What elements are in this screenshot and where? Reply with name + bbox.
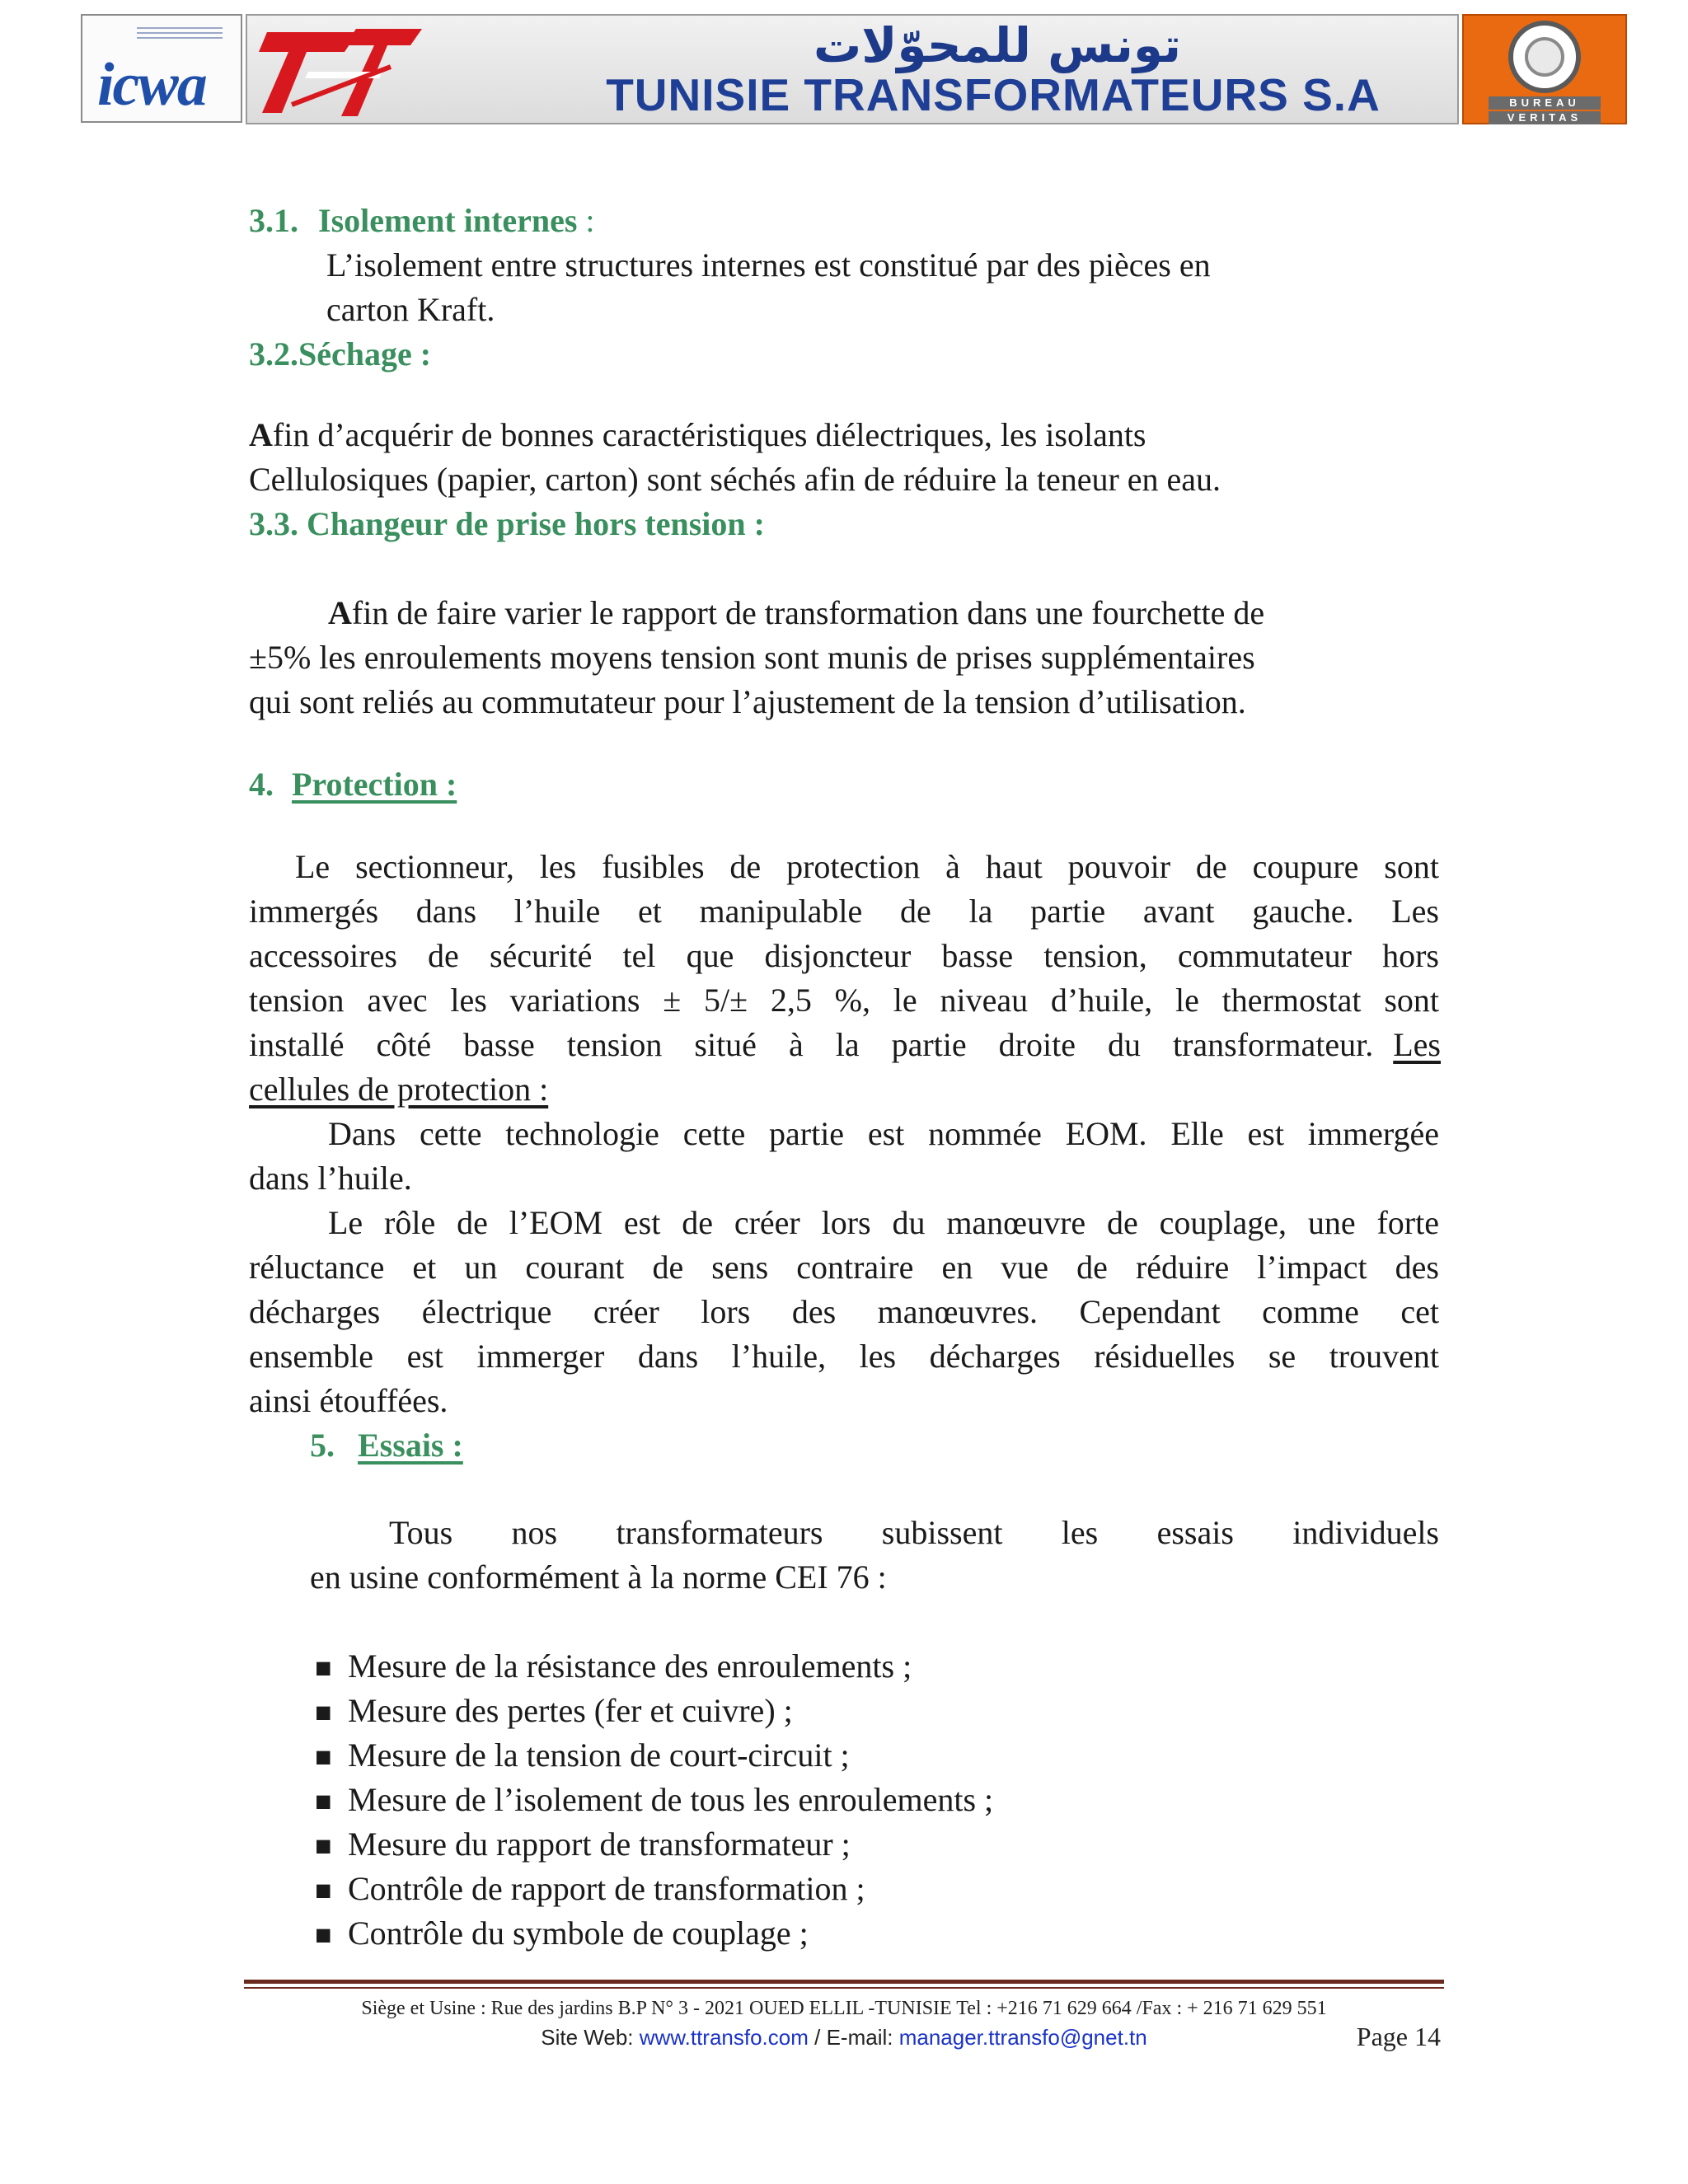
bureau-veritas-bar-bottom: VERITAS	[1489, 111, 1601, 124]
footer-contact	[244, 2023, 1444, 2051]
bullet-square-icon: ■	[315, 1920, 332, 1951]
paragraph-line	[328, 591, 1264, 635]
arabic-company-name: تونس للمحوّلات	[813, 17, 1182, 73]
list-item	[315, 1644, 912, 1691]
website-link[interactable]: www.ttransfo.com	[639, 2025, 809, 2050]
heading-5-number: 5.	[310, 1427, 335, 1464]
paragraph-line	[249, 413, 1146, 457]
list-item	[315, 1689, 793, 1736]
list-item	[315, 1733, 850, 1780]
icwa-logo	[81, 14, 242, 123]
list-item	[315, 1778, 993, 1825]
list-item-text: Contrôle du symbole de couplage ;	[348, 1915, 809, 1952]
list-item-text: Contrôle de rapport de transformation ;	[348, 1870, 865, 1907]
paragraph-line: Le rôle de l’EOM est de créer lors du manœuvre de couplage, une forte	[328, 1204, 1439, 1241]
paragraph-line: Le sectionneur, les fusibles de protection à haut pouvoir de coupure sont	[295, 848, 1439, 885]
paragraph-line	[249, 1023, 1441, 1067]
paragraph-text: fin d’acquérir de bonnes caractéristiques diélectriques, les isolants	[272, 416, 1146, 453]
page-number: Page 14	[1356, 2022, 1441, 2051]
list-item-text: Mesure de la tension de court-circuit ;	[348, 1736, 850, 1774]
subheading-cellules-start: Les	[1393, 1026, 1441, 1063]
header-banner	[81, 14, 1629, 126]
bullet-square-icon: ■	[315, 1787, 332, 1817]
dropcap: A	[249, 416, 273, 453]
paragraph-line: immergés dans l’huile et manipulable de la partie avant gauche. Les	[249, 893, 1439, 930]
footer-rule	[244, 1980, 1444, 1984]
tunisie-transformateurs-logo-icon	[259, 24, 424, 120]
heading-4-number: 4.	[249, 766, 274, 803]
paragraph-line: ±5% les enroulements moyens tension sont munis de prises supplémentaires	[249, 639, 1255, 676]
bureau-veritas-seal-icon	[1508, 21, 1581, 93]
bullet-square-icon: ■	[315, 1831, 332, 1862]
paragraph-line: carton Kraft.	[326, 291, 495, 328]
list-item-text: Mesure du rapport de transformateur ;	[348, 1825, 851, 1863]
list-item-text: Mesure de la résistance des enroulements ;	[348, 1647, 912, 1685]
paragraph-text: installé côté basse tension situé à la partie droite du transformateur.	[249, 1026, 1374, 1063]
company-name: TUNISIE TRANSFORMATEURS S.A	[606, 69, 1381, 120]
footer-rule-thin	[244, 1987, 1444, 1989]
paragraph-text: fin de faire varier le rapport de transformation dans une fourchette de	[351, 594, 1265, 631]
dropcap: A	[328, 594, 352, 631]
paragraph-line: dans l’huile.	[249, 1160, 412, 1197]
heading-3-1-title: Isolement internes	[318, 202, 578, 239]
paragraph-line: Tous nos transformateurs subissent les essais individuels	[389, 1514, 1439, 1551]
paragraph-line: décharges électrique créer lors des manœuvres. Cependant comme cet	[249, 1293, 1439, 1330]
bullet-square-icon: ■	[315, 1742, 332, 1773]
paragraph-line: L’isolement entre structures internes est constitué par des pièces en	[326, 246, 1211, 284]
paragraph-line: ensemble est immerger dans l’huile, les décharges résiduelles se trouvent	[249, 1338, 1439, 1375]
email-label: / E-mail:	[808, 2025, 899, 2050]
list-item	[315, 1867, 865, 1914]
subheading-cellules: cellules de protection :	[249, 1071, 549, 1108]
heading-4	[249, 762, 457, 807]
list-item-text: Mesure des pertes (fer et cuivre) ;	[348, 1692, 793, 1729]
bureau-veritas-bar-top: BUREAU	[1489, 96, 1601, 110]
icwa-logo-text: icwa	[97, 51, 206, 119]
paragraph-line: tension avec les variations ± 5/± 2,5 %, le niveau d’huile, le thermostat sont	[249, 982, 1439, 1019]
bullet-square-icon: ■	[315, 1876, 332, 1906]
bureau-veritas-logo	[1462, 14, 1627, 124]
heading-3-1	[249, 199, 595, 243]
list-item	[315, 1911, 809, 1958]
list-item-text: Mesure de l’isolement de tous les enroulements ;	[348, 1781, 994, 1818]
paragraph-line: en usine conformément à la norme CEI 76 :	[310, 1558, 887, 1596]
paragraph-line: Dans cette technologie cette partie est nommée EOM. Elle est immergée	[328, 1115, 1439, 1152]
email-link[interactable]: manager.ttransfo@gnet.tn	[898, 2025, 1147, 2050]
heading-3-1-colon: :	[577, 202, 595, 239]
heading-3-3: 3.3. Changeur de prise hors tension :	[249, 505, 765, 542]
paragraph-line: ainsi étouffées.	[249, 1382, 448, 1419]
paragraph-line: réluctance et un courant de sens contraire en vue de réduire l’impact des	[249, 1249, 1439, 1286]
bullet-square-icon: ■	[315, 1653, 332, 1684]
site-label: Site Web:	[541, 2025, 640, 2050]
list-item	[315, 1822, 851, 1869]
paragraph-line: qui sont reliés au commutateur pour l’ajustement de la tension d’utilisation.	[249, 683, 1246, 720]
footer-address: Siège et Usine : Rue des jardins B.P N° 3 - 2021 OUED ELLIL -TUNISIE Tel : +216 71 629 664 /Fax : + 216 71 629 551	[361, 1998, 1327, 2019]
paragraph-line: Cellulosiques (papier, carton) sont séchés afin de réduire la teneur en eau.	[249, 461, 1221, 498]
company-banner	[246, 14, 1459, 124]
heading-3-1-number: 3.1.	[249, 202, 298, 239]
heading-4-title: Protection :	[292, 766, 457, 803]
bullet-square-icon: ■	[315, 1698, 332, 1728]
heading-5-title: Essais :	[358, 1427, 463, 1464]
heading-5	[310, 1423, 463, 1468]
heading-3-2: 3.2.Séchage :	[249, 335, 432, 373]
icwa-logo-caption	[137, 27, 223, 44]
paragraph-line: accessoires de sécurité tel que disjoncteur basse tension, commutateur hors	[249, 937, 1439, 974]
